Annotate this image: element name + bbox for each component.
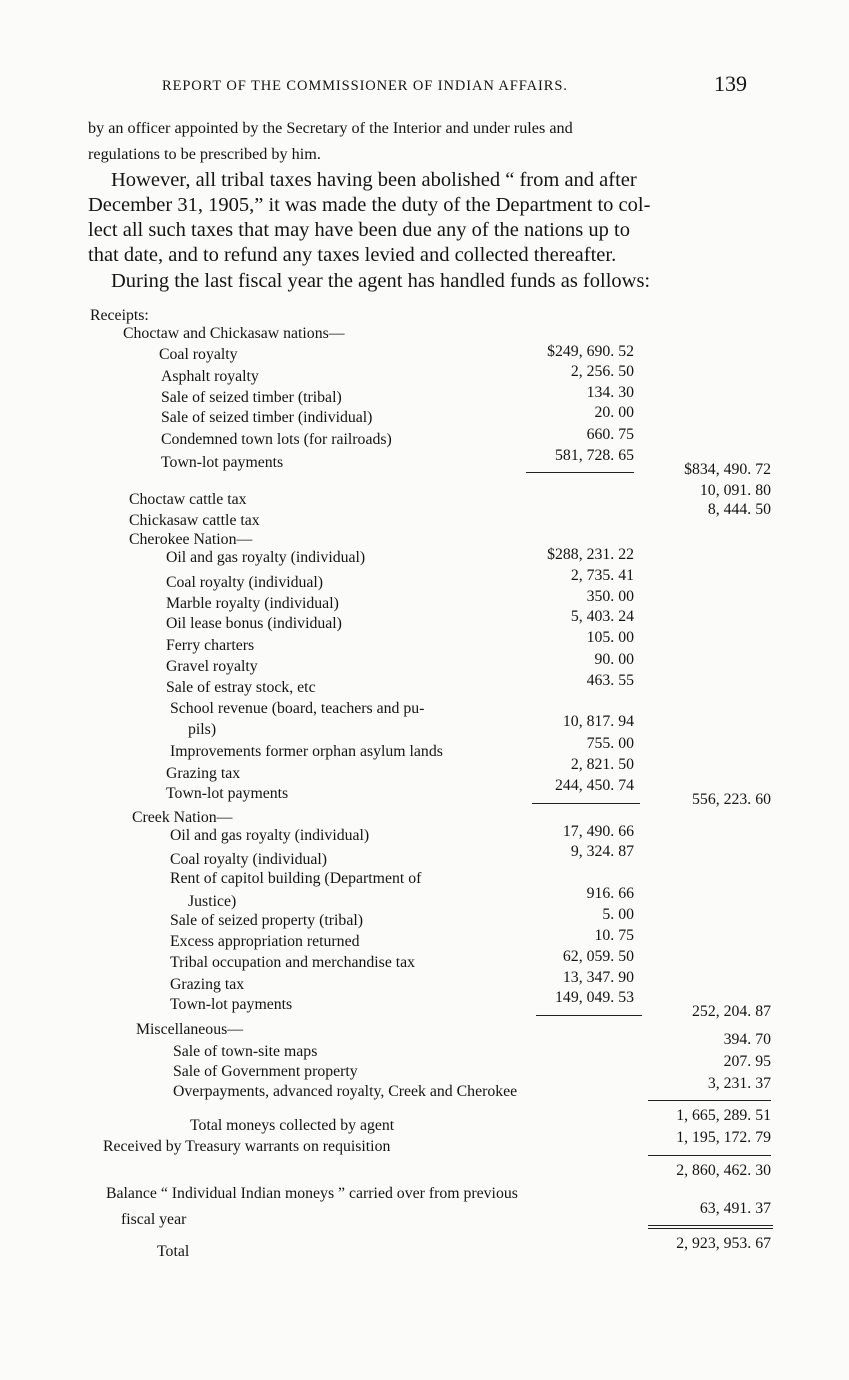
intro-line-2: regulations to be prescribed by him. [88, 145, 321, 163]
grand-total-label: Total [157, 1243, 190, 1260]
list-item: Sale of estray stock, etc [166, 679, 316, 696]
item-amount: 10, 817. 94 [562, 713, 634, 730]
list-item: Choctaw cattle tax [129, 491, 247, 508]
item-amount: 62, 059. 50 [562, 948, 634, 965]
item-amount: 134. 30 [586, 384, 634, 401]
item-amount: $288, 231. 22 [547, 546, 634, 563]
list-item: Ferry charters [166, 637, 255, 654]
item-amount: 90. 00 [594, 651, 634, 668]
item-amount: 3, 231. 37 [707, 1075, 771, 1092]
list-item: Oil lease bonus (individual) [166, 615, 342, 632]
list-item: Coal royalty [159, 346, 238, 363]
page-number: 139 [714, 71, 747, 96]
subtotal-rule [536, 1015, 642, 1016]
item-amount: 350. 00 [586, 588, 634, 605]
subtotal-rule [648, 1155, 771, 1156]
item-amount: 207. 95 [723, 1053, 771, 1070]
item-amount: 105. 00 [586, 629, 634, 646]
intro-line-1: by an officer appointed by the Secretary of the Interior and under rules and [88, 119, 573, 137]
grand-total-amount: 2, 923, 953. 67 [676, 1235, 771, 1252]
list-item: School revenue (board, teachers and pu- [170, 700, 425, 717]
section-heading-creek: Creek Nation— [132, 809, 233, 826]
list-item: Oil and gas royalty (individual) [166, 549, 366, 566]
list-item: Grazing tax [166, 765, 241, 782]
list-item: Tribal occupation and merchandise tax [170, 954, 416, 971]
balance-amount: 63, 491. 37 [699, 1200, 771, 1217]
item-amount: 20. 00 [594, 404, 634, 421]
total-rule [648, 1225, 773, 1226]
balance-label-continued: fiscal year [121, 1211, 187, 1228]
item-amount: 10. 75 [594, 927, 634, 944]
item-amount: 394. 70 [723, 1031, 771, 1048]
item-amount: 10, 091. 80 [699, 482, 771, 499]
list-item: Improvements former orphan asylum lands [170, 743, 443, 760]
item-amount: 581, 728. 65 [555, 447, 634, 464]
item-amount: 5. 00 [602, 906, 634, 923]
list-item: Sale of Government property [173, 1063, 358, 1080]
list-item: Condemned town lots (for railroads) [161, 431, 392, 448]
paragraph-line: lect all such taxes that may have been due any of the nations up to [88, 219, 630, 241]
subtotal-amount: 2, 860, 462. 30 [676, 1162, 771, 1179]
subtotal-rule [526, 472, 634, 473]
list-item: Coal royalty (individual) [170, 851, 328, 868]
list-item: Gravel royalty [166, 658, 258, 675]
item-amount: 2, 256. 50 [570, 363, 634, 380]
list-item: Overpayments, advanced royalty, Creek and Cherokee [173, 1083, 518, 1100]
section-heading-misc: Miscellaneous— [136, 1021, 244, 1038]
list-item: Sale of town-site maps [173, 1043, 318, 1060]
item-amount: 660. 75 [586, 426, 634, 443]
list-item-continued: Justice) [188, 893, 237, 910]
item-amount: 13, 347. 90 [562, 969, 634, 986]
list-item: Town-lot payments [161, 454, 284, 471]
list-item: Rent of capitol building (Department of [170, 870, 422, 887]
list-item: Marble royalty (individual) [166, 595, 339, 612]
paragraph-line: that date, and to refund any taxes levied and collected thereafter. [88, 244, 617, 266]
list-item: Grazing tax [170, 976, 245, 993]
list-item: Town-lot payments [166, 785, 289, 802]
list-item: Sale of seized property (tribal) [170, 912, 363, 929]
item-amount: 2, 821. 50 [570, 756, 634, 773]
item-amount: 9, 324. 87 [570, 843, 634, 860]
list-item: Sale of seized timber (individual) [161, 409, 373, 426]
item-amount: 5, 403. 24 [570, 608, 634, 625]
paragraph-line: During the last fiscal year the agent has handled funds as follows: [111, 270, 651, 292]
section-total-cherokee: 556, 223. 60 [692, 791, 771, 808]
paragraph-line: December 31, 1905,” it was made the duty of the Department to col- [88, 194, 651, 216]
section-heading-cherokee: Cherokee Nation— [129, 531, 253, 548]
list-item: Town-lot payments [170, 996, 293, 1013]
subtotal-rule [532, 803, 640, 804]
treasury-amount: 1, 195, 172. 79 [676, 1129, 771, 1146]
total-collected-amount: 1, 665, 289. 51 [676, 1107, 771, 1124]
treasury-label: Received by Treasury warrants on requisition [103, 1138, 391, 1155]
list-item: Excess appropriation returned [170, 933, 360, 950]
item-amount: 244, 450. 74 [555, 777, 634, 794]
item-amount: 17, 490. 66 [562, 823, 634, 840]
receipts-label: Receipts: [90, 307, 149, 324]
subtotal-rule [648, 1100, 771, 1101]
list-item: Asphalt royalty [161, 368, 259, 385]
section-heading-choctaw: Choctaw and Chickasaw nations— [123, 325, 345, 342]
balance-label: Balance “ Individual Indian moneys ” carried over from previous [106, 1185, 518, 1202]
list-item: Oil and gas royalty (individual) [170, 827, 370, 844]
item-amount: 8, 444. 50 [707, 501, 771, 518]
total-rule [648, 1228, 773, 1229]
section-total-choctaw: $834, 490. 72 [684, 461, 771, 478]
item-amount: 149, 049. 53 [555, 989, 634, 1006]
item-amount: 916. 66 [586, 885, 634, 902]
paragraph-line: However, all tribal taxes having been abolished “ from and after [111, 169, 637, 191]
total-collected-label: Total moneys collected by agent [190, 1117, 395, 1134]
list-item: Sale of seized timber (tribal) [161, 389, 342, 406]
list-item-continued: pils) [188, 721, 217, 738]
list-item: Chickasaw cattle tax [129, 512, 260, 529]
list-item: Coal royalty (individual) [166, 574, 324, 591]
item-amount: 2, 735. 41 [570, 567, 634, 584]
running-header: REPORT OF THE COMMISSIONER OF INDIAN AFFAIRS. [162, 78, 568, 94]
item-amount: $249, 690. 52 [547, 343, 634, 360]
item-amount: 755. 00 [586, 735, 634, 752]
item-amount: 463. 55 [586, 672, 634, 689]
section-total-creek: 252, 204. 87 [692, 1003, 771, 1020]
